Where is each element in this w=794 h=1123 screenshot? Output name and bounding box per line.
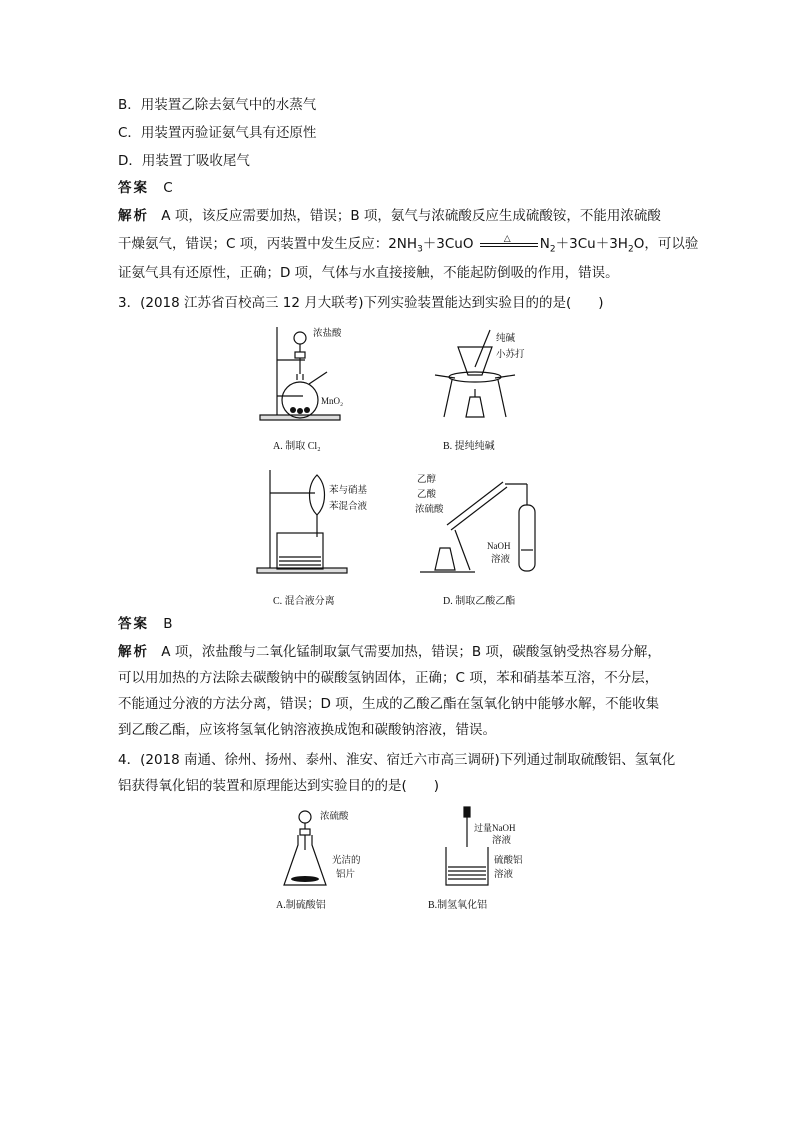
analysis-text: A 项，浓盐酸与二氧化锰制取氯气需要加热，错误；B 项，碳酸氢钠受热容易分解， <box>161 644 661 660</box>
analysis-text: O，可以验 <box>633 236 699 252</box>
figure-3b-apparatus <box>430 325 550 430</box>
analysis-line-4: 到乙酸乙酯，应该将氢氧化钠溶液换成饱和碳酸钠溶液，错误。 <box>118 722 496 738</box>
answer-value: C <box>163 180 173 196</box>
figure-4a-apparatus <box>280 805 390 890</box>
heat-symbol: △ <box>503 234 511 244</box>
label-acetic-acid: 乙酸 <box>417 489 437 500</box>
analysis-label: 解析 <box>118 208 149 224</box>
label-solution: 溶液 <box>491 554 511 565</box>
figure-3d-caption: D. 制取乙酸乙酯 <box>443 596 516 607</box>
label-aluminum-1: 光洁的 <box>332 855 361 866</box>
answer-value: B <box>163 616 173 632</box>
answer-row <box>118 178 173 198</box>
analysis-line-1 <box>118 206 661 226</box>
figure-4b-caption: B.制氢氧化铝 <box>428 900 488 911</box>
label-naoh: NaOH <box>487 541 511 551</box>
analysis-label: 解析 <box>118 644 149 660</box>
analysis-line-1 <box>118 642 661 662</box>
label-mno2: MnO₂ <box>321 396 344 406</box>
analysis-text: ＋3Cu＋3H <box>555 236 628 252</box>
reaction-equals-sign <box>480 234 538 251</box>
label-baking-soda: 小苏打 <box>496 349 525 360</box>
option-b: B．用装置乙除去氨气中的水蒸气 <box>118 97 317 113</box>
figure-3c-apparatus <box>255 465 395 580</box>
figure-4a-caption: A.制硫酸铝 <box>276 900 326 911</box>
label-mix-2: 苯混合液 <box>329 501 368 512</box>
analysis-text: ＋3CuO <box>422 236 474 252</box>
label-acid: 浓盐酸 <box>313 328 342 339</box>
answer-row <box>118 614 173 634</box>
question-3-stem: 3．(2018 江苏省百校高三 12 月大联考)下列实验装置能达到实验目的的是( ) <box>118 295 604 311</box>
analysis-line-2: 可以用加热的方法除去碳酸钠中的碳酸氢钠固体，正确；C 项，苯和硝基苯互溶，不分层， <box>118 670 659 686</box>
label-ethanol: 乙醇 <box>417 474 437 485</box>
label-naoh: 过量NaOH <box>474 823 516 833</box>
analysis-line-3: 不能通过分液的方法分离，错误；D 项，生成的乙酸乙酯在氢氧化钠中能够水解，不能收集 <box>118 696 660 712</box>
answer-label: 答案 <box>118 180 149 196</box>
label-acid: 浓硫酸 <box>320 811 349 822</box>
analysis-line-2 <box>118 234 698 260</box>
analysis-text: N <box>539 236 550 252</box>
figure-3a-caption: A. 制取 Cl₂ <box>273 441 321 452</box>
question-4-stem-2: 铝获得氧化铝的装置和原理能达到实验目的的是( ) <box>118 778 440 794</box>
figure-3a-apparatus <box>255 322 365 427</box>
question-4-stem-1: 4．(2018 南通、徐州、扬州、泰州、淮安、宿迁六市高三调研)下列通过制取硫酸铝、氢氧化 <box>118 752 676 768</box>
analysis-text: A 项，该反应需要加热，错误；B 项，氨气与浓硫酸反应生成硫酸铵，不能用浓硫酸 <box>161 208 661 224</box>
subscript: 3 <box>417 244 423 255</box>
subscript: 2 <box>549 244 556 255</box>
analysis-text: 干燥氨气，错误；C 项，丙装置中发生反应：2NH <box>118 236 418 252</box>
figure-3c-caption: C. 混合液分离 <box>273 596 335 607</box>
option-c: C．用装置丙验证氨气具有还原性 <box>118 125 317 141</box>
label-sulfuric-acid: 浓硫酸 <box>415 504 444 515</box>
label-alum-sulfate: 硫酸铝 <box>494 855 523 866</box>
figure-4b-apparatus <box>440 805 550 890</box>
label-soda: 纯碱 <box>496 333 516 344</box>
figure-3b-caption: B. 提纯纯碱 <box>443 441 495 452</box>
answer-label: 答案 <box>118 616 149 632</box>
label-solution-2: 溶液 <box>494 869 514 880</box>
subscript: 2 <box>627 244 634 255</box>
label-aluminum-2: 铝片 <box>336 869 356 880</box>
analysis-line-3: 证氨气具有还原性，正确；D 项，气体与水直接接触，不能起防倒吸的作用，错误。 <box>118 265 619 281</box>
label-mix-1: 苯与硝基 <box>329 485 368 496</box>
figure-3d-apparatus <box>415 470 545 580</box>
label-solution: 溶液 <box>492 835 512 846</box>
option-d: D．用装置丁吸收尾气 <box>118 153 250 169</box>
